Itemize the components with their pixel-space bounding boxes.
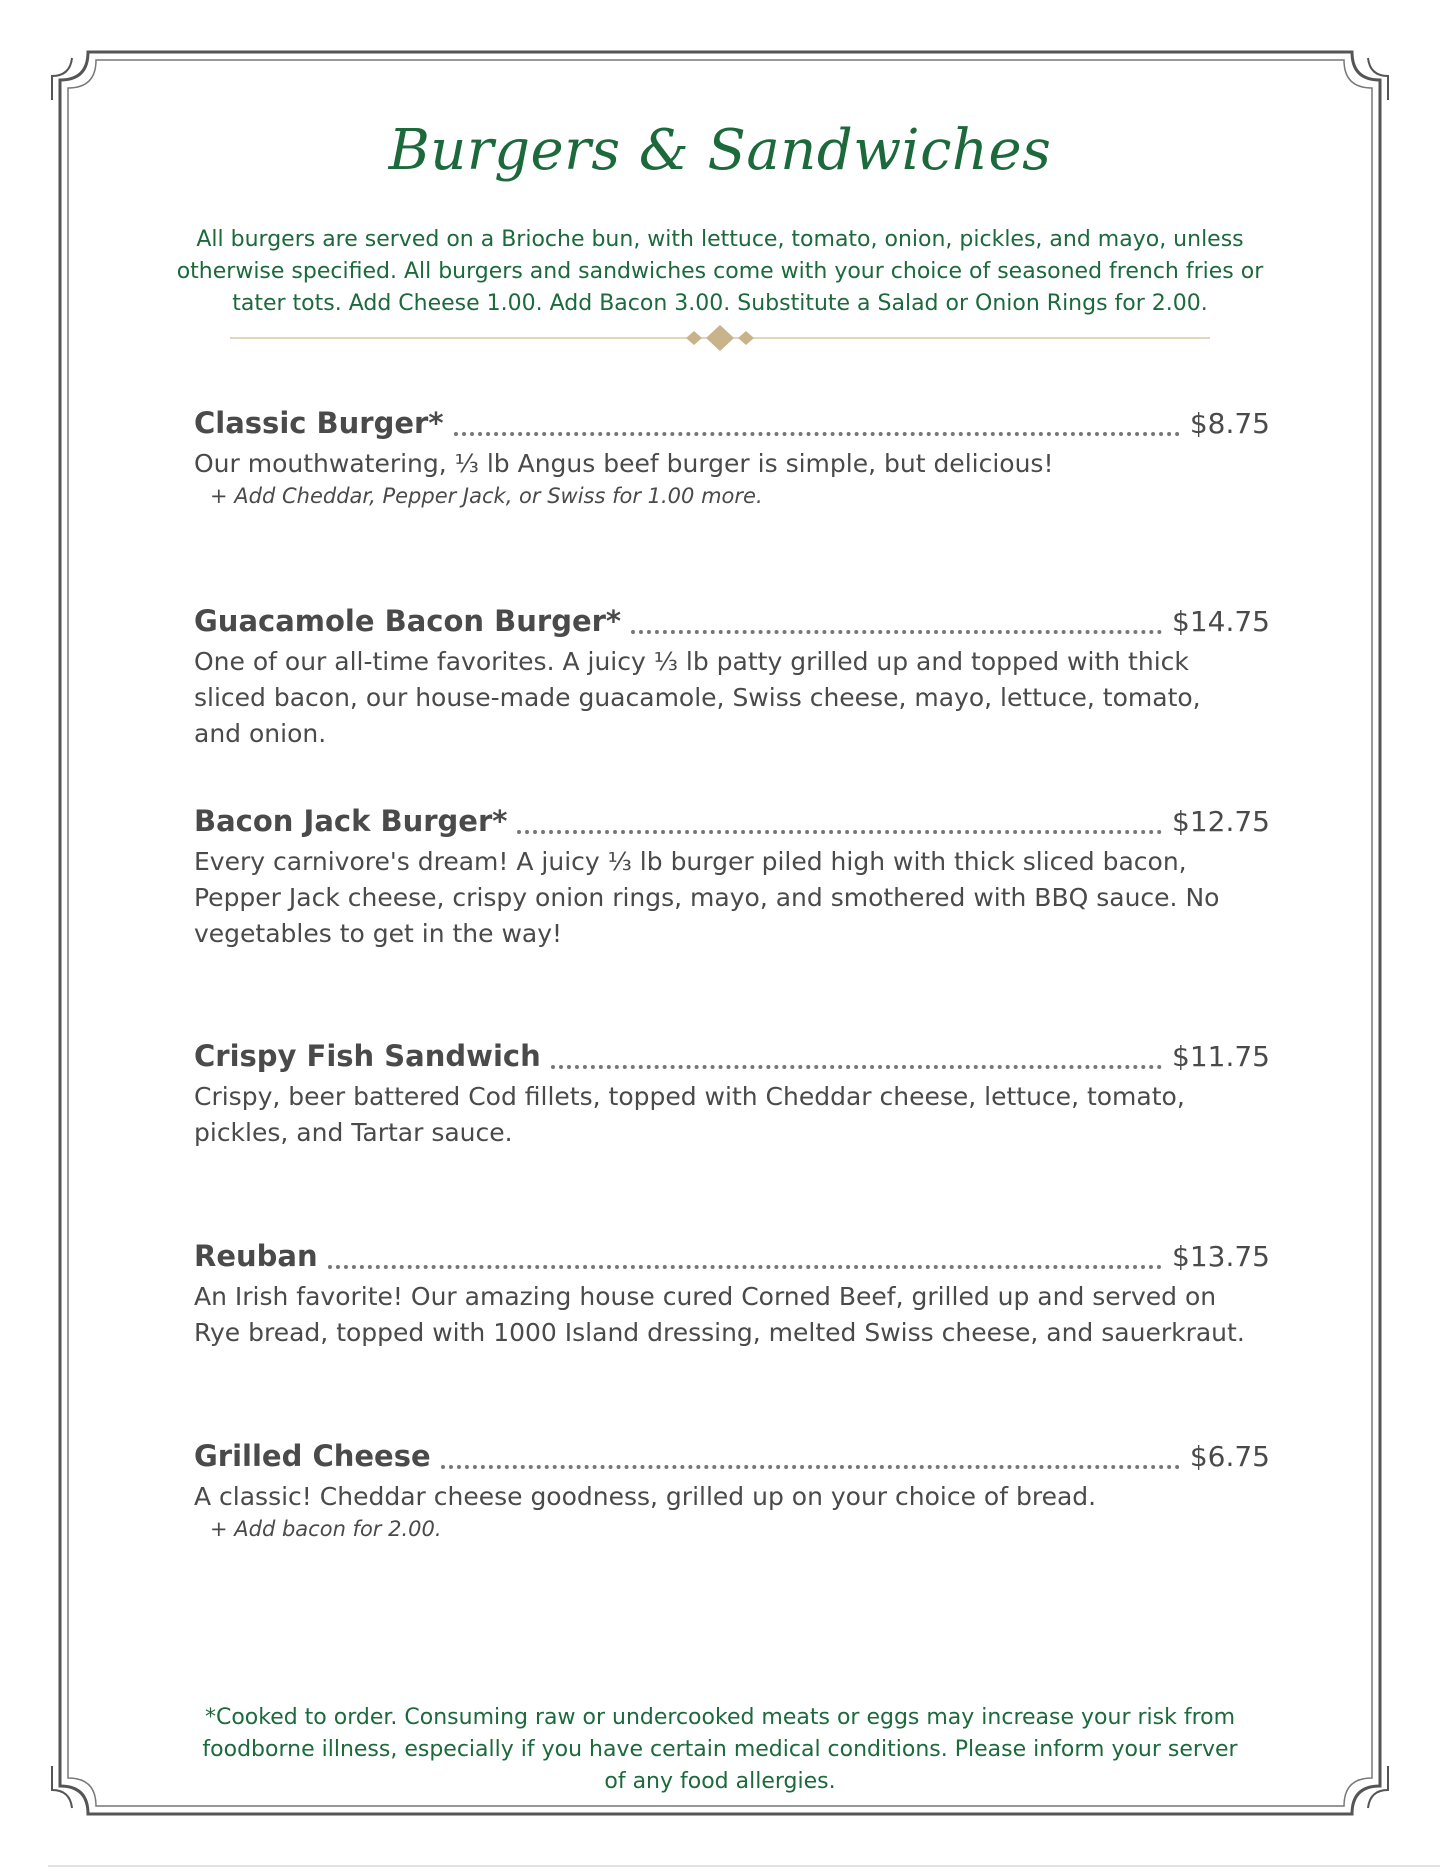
- menu-item-description: Every carnivore's dream! A juicy ⅓ lb burger piled high with thick sliced bacon, Pepper Jack cheese, crispy onion rings, mayo, and smothered with BBQ sauce. No vegetables to get in the way!: [194, 847, 1220, 948]
- menu-item: [194, 1239, 1270, 1351]
- dot-leader: [441, 1464, 1180, 1469]
- menu-item-name: Crispy Fish Sandwich: [194, 1039, 541, 1073]
- menu-item-description: A classic! Cheddar cheese goodness, grilled up on your choice of bread.: [194, 1482, 1097, 1511]
- menu-item: [194, 1039, 1270, 1151]
- menu-item-name: Grilled Cheese: [194, 1439, 431, 1473]
- menu-item-price: $6.75: [1189, 1440, 1270, 1473]
- menu-item: [194, 604, 1270, 752]
- menu-item-name: Bacon Jack Burger*: [194, 804, 508, 838]
- dot-leader: [517, 829, 1162, 834]
- menu-item-name: Guacamole Bacon Burger*: [194, 604, 622, 638]
- menu-item: [194, 406, 1270, 508]
- diamond-icon: [706, 325, 734, 351]
- menu-item-name: Classic Burger*: [194, 406, 444, 440]
- dot-leader: [631, 629, 1162, 634]
- menu-item-description: One of our all-time favorites. A juicy ⅓ lb patty grilled up and topped with thick sliced bacon, our house-made guacamole, Swiss cheese, mayo, lettuce, tomato, and onion.: [194, 647, 1201, 748]
- menu-item-addon: + Add Cheddar, Pepper Jack, or Swiss for 1.00 more.: [210, 484, 763, 508]
- menu-item-description: An Irish favorite! Our amazing house cured Corned Beef, grilled up and served on Rye bread, topped with 1000 Island dressing, melted Swiss cheese, and sauerkraut.: [194, 1282, 1245, 1347]
- menu-item: [194, 1439, 1270, 1541]
- menu-item-header: [194, 1039, 1270, 1079]
- page-title: Burgers & Sandwiches: [388, 118, 1052, 183]
- dot-leader: [551, 1064, 1162, 1069]
- menu-item-header: [194, 804, 1270, 844]
- menu-item: [194, 804, 1270, 952]
- allergy-footnote: *Cooked to order. Consuming raw or undercooked meats or eggs may increase your risk from foodborne illness, especially if you have certain medical conditions. Please inform your server of any food allergies.: [202, 1705, 1238, 1794]
- dot-leader: [328, 1264, 1162, 1269]
- menu-item-price: $14.75: [1172, 605, 1270, 638]
- diamond-icon: [738, 331, 754, 345]
- menu-item-header: [194, 406, 1270, 446]
- menu-item-description: Crispy, beer battered Cod fillets, topped with Cheddar cheese, lettuce, tomato, pickles, and Tartar sauce.: [194, 1082, 1185, 1147]
- menu-item-header: [194, 1239, 1270, 1279]
- diamond-icon: [686, 331, 702, 345]
- menu-item-header: [194, 1439, 1270, 1479]
- menu-item-name: Reuban: [194, 1239, 318, 1273]
- menu-item-price: $8.75: [1189, 407, 1270, 440]
- menu-intro: All burgers are served on a Brioche bun, with lettuce, tomato, onion, pickles, and mayo, unless otherwise specified. All burgers and sandwiches come with your choice of seasoned french fries or tater tots. Add Cheese 1.00. Add Bacon 3.00. Substitute a Salad or Onion Rings for 2.00.: [176, 227, 1264, 316]
- menu-item-price: $12.75: [1172, 805, 1270, 838]
- dot-leader: [454, 431, 1180, 436]
- ornamental-divider: [230, 324, 1210, 352]
- menu-item-price: $13.75: [1172, 1240, 1270, 1273]
- menu-item-header: [194, 604, 1270, 644]
- menu-item-price: $11.75: [1172, 1040, 1270, 1073]
- menu-item-addon: + Add bacon for 2.00.: [210, 1517, 442, 1541]
- menu-item-description: Our mouthwatering, ⅓ lb Angus beef burger is simple, but delicious!: [194, 449, 1054, 478]
